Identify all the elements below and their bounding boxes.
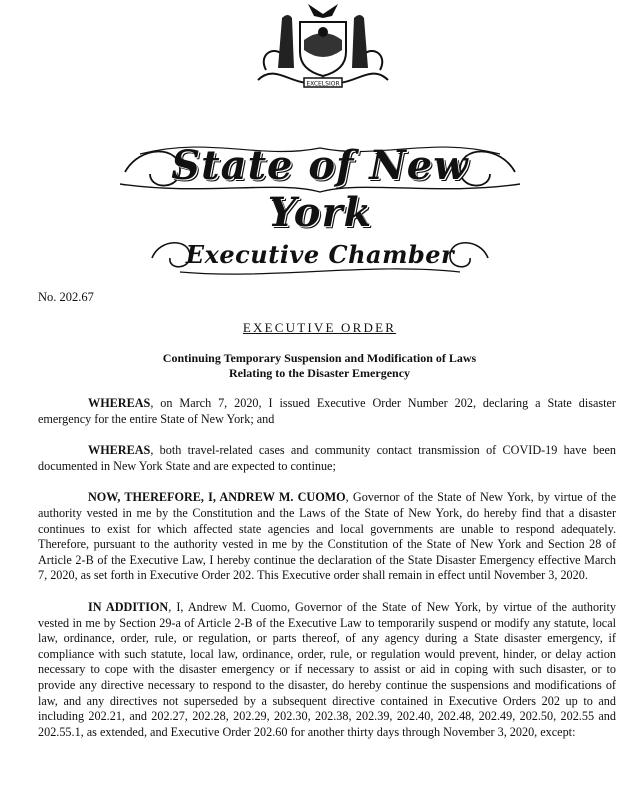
paragraph-lead: WHEREAS <box>88 443 151 458</box>
chamber-banner <box>150 232 490 280</box>
state-title-banner <box>120 140 520 236</box>
paragraph-text: , I, Andrew M. Cuomo, Governor of the State of New York, by virtue of the authority vested in me by Section 29-a of Article 2-B of the Executive Law to temporarily suspend or modify any statute, local law, ordinance, order, rule, or regulation, or parts thereof, of any agency during a State disaster emergency, if compliance with such statute, local law, ordinance, order, rule, or regulation would prevent, hinder, or delay action necessary to cope with the disaster emergency or if necessary to assist or aid in coping with such disaster, or to provide any directive necessary to respond to the disaster, do hereby continue the suspensions and modifications of law, and any directives not superseded by a subsequent directive contained in Executive Orders 202 up to and including 202.21, and 202.27, 202.28, 202.29, 202.30, 202.38, 202.39, 202.40, 202.48, 202.49, 202.50, 202.55 and 202.55.1, as extended, and Executive Order 202.60 for another thirty days through November 3, 2020, except: <box>38 599 617 739</box>
state-title: State of New York <box>171 142 469 236</box>
state-seal-icon <box>248 0 398 102</box>
document-type-heading: EXECUTIVE ORDER <box>242 320 397 335</box>
paragraph-lead: IN ADDITION <box>88 599 169 614</box>
paragraph-text: , Governor of the State of New York, by virtue of the authority vested in me by the Constitution and the Laws of the State of New York, do hereby find that a disaster continues to exist for which affected state agencies and local governments are unable to respond adequately. Therefore, pursuant to the authority vested in me by the Constitution of the State of New York and Section 28 of Article 2-B of the Executive Law, I hereby continue the declaration of the State Disaster Emergency effective March 7, 2020, as set forth in Executive Order 202. This Executive order shall remain in effect until November 3, 2020. <box>38 490 617 583</box>
paragraph-text: , both travel-related cases and community contact transmission of COVID-19 have been documented in New York State and are expected to continue; <box>38 443 616 473</box>
paragraph-lead: NOW, THEREFORE, I, ANDREW M. CUOMO <box>88 490 346 505</box>
paragraph-lead: WHEREAS <box>88 396 151 410</box>
paragraph <box>38 490 616 584</box>
paragraph <box>38 396 616 427</box>
paragraph <box>38 600 616 740</box>
paragraph-text: , on March 7, 2020, I issued Executive Order Number 202, declaring a State disaster emergency for the entire State of New York; and <box>38 396 616 426</box>
chamber-title: Executive Chamber <box>185 240 455 269</box>
subtitle-line-2: Relating to the Disaster Emergency <box>228 366 411 380</box>
paragraph <box>38 443 616 474</box>
order-subtitle <box>0 351 639 381</box>
seal-motto: EXCELSIOR <box>306 80 340 88</box>
order-body <box>38 396 616 756</box>
order-number: No. 202.67 <box>38 290 94 304</box>
subtitle-line-1: Continuing Temporary Suspension and Modification of Laws <box>162 351 477 365</box>
